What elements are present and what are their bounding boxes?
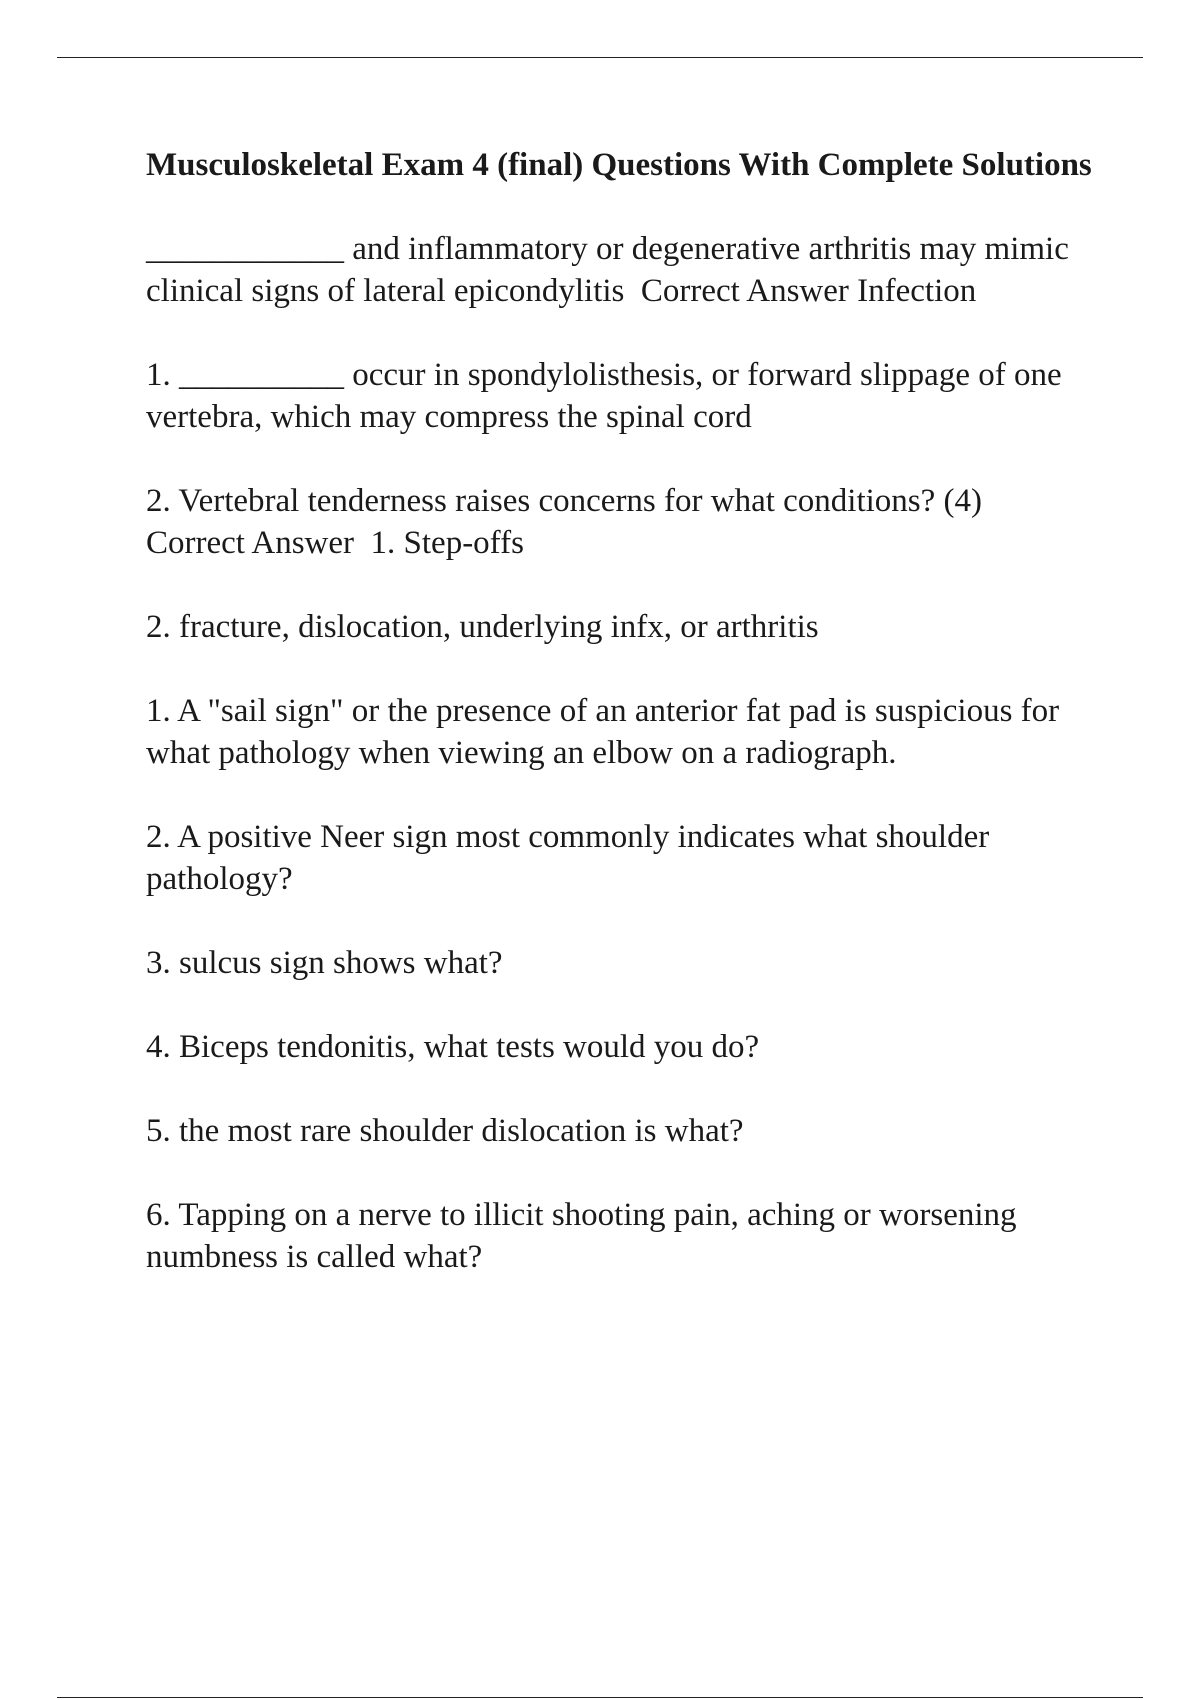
paragraph-nerve-tapping: 6. Tapping on a nerve to illicit shooting pain, aching or worsening numbness is called what? <box>146 1197 1025 1275</box>
paragraph-sulcus-sign: 3. sulcus sign shows what? <box>146 945 503 981</box>
paragraph-lateral-epicondylitis: ____________ and inflammatory or degenerative arthritis may mimic clinical signs of lateral epicondylitis Correct Answer Infection <box>146 231 1078 309</box>
paragraph-fracture-dislocation: 2. fracture, dislocation, underlying infx, or arthritis <box>146 609 819 645</box>
paragraph-sail-sign: 1. A "sail sign" or the presence of an anterior fat pad is suspicious for what pathology when viewing an elbow on a radiograph. <box>146 693 1068 771</box>
paragraph-biceps-tendonitis: 4. Biceps tendonitis, what tests would you do? <box>146 1029 760 1065</box>
header-rule <box>57 57 1143 58</box>
paragraph-shoulder-dislocation: 5. the most rare shoulder dislocation is what? <box>146 1113 744 1149</box>
footer-rule <box>57 1697 1143 1698</box>
paragraph-neer-sign: 2. A positive Neer sign most commonly indicates what shoulder pathology? <box>146 819 998 897</box>
paragraph-vertebral-tenderness: 2. Vertebral tenderness raises concerns for what conditions? (4) Correct Answer 1. Step-offs <box>146 483 999 561</box>
paragraph-spondylolisthesis: 1. __________ occur in spondylolisthesis, or forward slippage of one vertebra, which may compress the spinal cord <box>146 357 1070 435</box>
document-title: Musculoskeletal Exam 4 (final) Questions With Complete Solutions <box>146 147 1092 183</box>
document-body <box>146 144 1096 1320</box>
